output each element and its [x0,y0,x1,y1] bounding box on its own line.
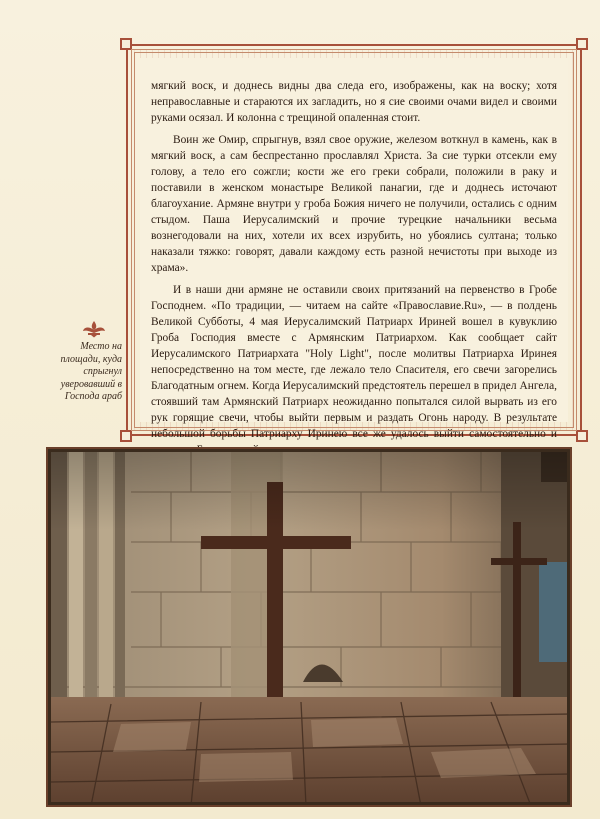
paragraph-3: И в наши дни армяне не оставили своих притязаний на первенство в Гробе Господнем. «По традиции, — читаем на сайте «Православие.Ru», — в полдень Великой Субботы, 4 мая Иерусалимский Патриарх Ириней вошел в кувуклию Гроба Господия вместе с Армянским Патриархом. Как сообщает сайт Иерусалимского Патриархата "Holy Light", после молитвы Патриарха Иринея непосредственно на том месте, где лежало тело Спасителя, его свечи загорелись Благодатным огнем. Когда Иерусалимский предстоятель перешел в придел Ангела, стоявший там Армянский Патриарх неожиданно попытался силой вырвать из его рук горящие свечи, чтобы выйти первым и раздать Огонь народу. В результате небольшой борьбы Патриарху Иринею все же удалось выйти самостоятельно и [151,284,557,440]
photo-caption: Место на площади, куда спрыгнул уверовавший в Господа араб [60,341,122,402]
article-text [140,58,568,440]
frame-corner [576,38,588,50]
paragraph-2: Воин же Омир, спрыгнув, взял свое оружие, железом воткнул в камень, как в мягкий воск, а сам беспрестанно прославлял Христа. За сие турки отсекли ему голову, а тело его сожгли; кости же его греки собрали, положили в раку и поставили в женском монастыре Великой панагии, где и доднесь источают благоухание. Армяне внутри у гроба Божия ничего не получили, остались с одним стыдом. Паша Иерусалимский и прочие турецкие начальники весьма вознегодовали на них, хотели их всех изрубить, но убоялись султана; только наказали тяжко: говорят, давали каждому есть разной нечистоты при выходе из храма». [151,134,557,274]
frame-corner [120,430,132,442]
photograph-stone-wall-cross [51,452,567,802]
photo-illustration [51,452,567,802]
fleur-ornament-icon [80,320,108,338]
photo-frame [46,447,572,807]
text-frame [126,44,582,440]
photo-caption-block [48,320,122,404]
frame-corner [576,430,588,442]
frame-border [131,49,577,440]
paragraph-1: мягкий воск, и доднесь видны два следа его, изображены, как на воску; хотя неправославные и стараются их загладить, но я сие своими очами видел и своими руками осязал. И колонна с трещиной опаленная стоит. [151,80,557,124]
